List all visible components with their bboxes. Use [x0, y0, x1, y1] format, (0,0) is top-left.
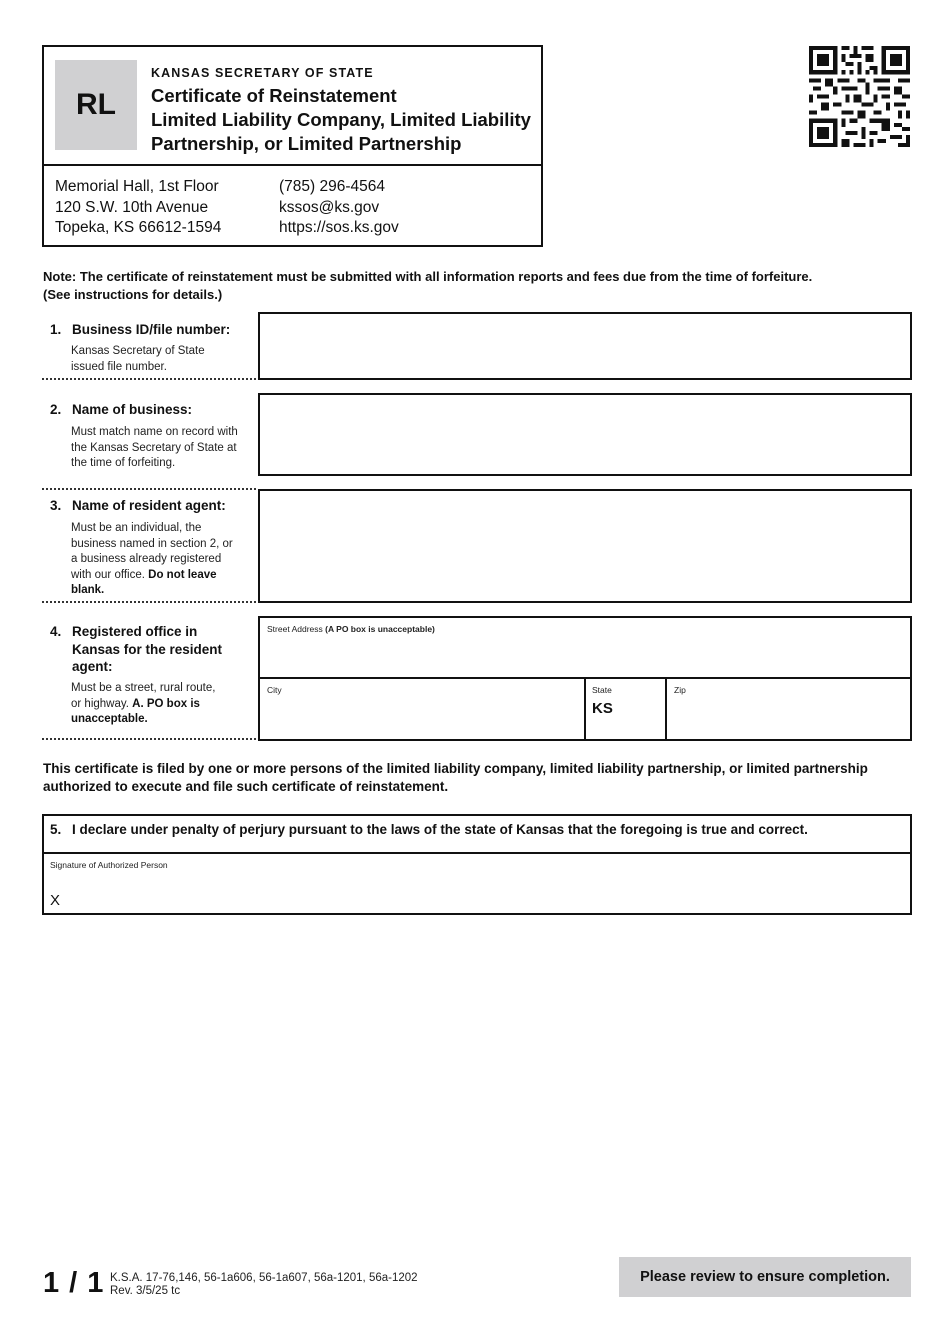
review-notice: Please review to ensure completion. [619, 1257, 911, 1297]
section-1-label [50, 321, 230, 339]
section-4-help-plain: or highway. [71, 697, 129, 710]
section-1-help [71, 344, 205, 375]
section-4-label [50, 623, 222, 676]
form-code-badge: RL [55, 60, 137, 150]
section-3-help-plain: with our office. [71, 568, 145, 581]
section-4-help [71, 681, 215, 728]
email-address[interactable]: kssos@ks.gov [279, 198, 380, 216]
section-3-help [71, 521, 233, 599]
street-address-label [267, 624, 435, 634]
section-4-title-1: Registered office in [72, 624, 198, 639]
section-4-help-bold-2: unacceptable. [71, 713, 148, 725]
declaration-divider [42, 852, 912, 854]
section-4-help-bold: A. PO box is [132, 697, 200, 710]
state-label: State [592, 685, 612, 695]
office-address [55, 177, 221, 239]
section-3-help-bold: Do not leave [148, 568, 217, 581]
section-2-help-line: Must match name on record with [71, 426, 238, 438]
city-state-divider [584, 677, 586, 739]
section-1-title: Business ID/file number: [72, 322, 231, 337]
title-line-3: Partnership, or Limited Partnership [151, 133, 462, 154]
section-5-number: 5. [50, 822, 62, 837]
revision-date: Rev. 3/5/25 tc [110, 1285, 181, 1297]
agency-name: KANSAS SECRETARY OF STATE [151, 66, 374, 80]
section-3-number: 3. [50, 498, 62, 513]
form-title [151, 84, 541, 156]
section-4-help-line [71, 697, 215, 713]
note-line-1: Note: The certificate of reinstatement must be submitted with all information reports and fees due from the time of forfeiture. [43, 269, 813, 284]
section-4-title-line: Kansas for the resident [72, 641, 223, 657]
signature-input[interactable] [66, 856, 910, 913]
city-label: City [267, 685, 282, 695]
section-3-title: Name of resident agent: [72, 498, 226, 513]
section-2-help-line: the Kansas Secretary of State at [71, 441, 237, 454]
section-3-help-line: a business already registered [71, 553, 222, 565]
section-1-divider [42, 378, 256, 380]
street-label-text: Street Address [267, 624, 323, 634]
state-value: KS [592, 700, 613, 717]
signature-mark: X [50, 892, 61, 909]
section-2-label [50, 401, 192, 419]
business-name-input[interactable] [258, 393, 912, 476]
zip-input[interactable] [667, 679, 910, 739]
zip-label: Zip [674, 685, 686, 695]
section-1-help-line: issued file number. [71, 360, 167, 373]
reinstatement-note [43, 268, 923, 303]
section-3-divider [42, 601, 256, 603]
section-3-help-bold-2: blank. [71, 584, 105, 596]
title-line-1: Certificate of Reinstatement [151, 85, 397, 106]
declaration-text: I declare under penalty of perjury pursuant to the laws of the state of Kansas that the foregoing is true and correct. [72, 822, 808, 837]
statute-reference [110, 1272, 418, 1298]
city-input[interactable] [260, 679, 584, 739]
section-2-help [71, 425, 238, 472]
section-5-label [50, 821, 808, 839]
office-contact [279, 177, 399, 239]
section-2-divider [42, 488, 256, 490]
address-line-2: 120 S.W. 10th Avenue [55, 198, 209, 216]
note-line-2: (See instructions for details.) [43, 286, 223, 302]
address-line-3: Topeka, KS 66612-1594 [55, 219, 222, 236]
section-2-help-line: the time of forfeiting. [71, 457, 176, 469]
page-number: 1 / 1 [43, 1267, 105, 1299]
resident-agent-input[interactable] [258, 489, 912, 603]
statement-line-2: authorized to execute and file such certificate of reinstatement. [43, 779, 449, 794]
statute-list: K.S.A. 17-76,146, 56-1a606, 56-1a607, 56a-1201, 56a-1202 [110, 1272, 418, 1284]
website-link[interactable]: https://sos.ks.gov [279, 219, 399, 236]
qr-code [809, 46, 910, 147]
section-3-help-line: Must be an individual, the [71, 522, 202, 534]
section-4-title-line: agent: [72, 659, 113, 674]
section-3-help-line [71, 568, 233, 584]
signature-label: Signature of Authorized Person [50, 860, 168, 870]
filing-statement [43, 760, 923, 796]
section-3-help-line [71, 583, 233, 599]
street-label-note: (A PO box is unacceptable) [325, 624, 435, 634]
section-4-number: 4. [50, 624, 62, 639]
section-4-help-line [71, 712, 215, 728]
section-4-title-line [50, 623, 222, 641]
statement-line-1: This certificate is filed by one or more persons of the limited liability company, limited liability partnership, or limited partnership [43, 761, 868, 776]
section-3-help-line: business named in section 2, or [71, 537, 233, 550]
section-1-help-line: Kansas Secretary of State [71, 345, 205, 357]
business-id-input[interactable] [258, 312, 912, 380]
section-4-divider [42, 738, 256, 740]
phone-number: (785) 296-4564 [279, 178, 385, 195]
address-line-1: Memorial Hall, 1st Floor [55, 178, 219, 195]
section-2-number: 2. [50, 402, 62, 417]
section-3-label [50, 497, 226, 515]
title-line-2: Limited Liability Company, Limited Liability [151, 109, 531, 130]
section-4-help-line: Must be a street, rural route, [71, 682, 216, 694]
section-2-title: Name of business: [72, 402, 193, 417]
section-1-number: 1. [50, 322, 62, 337]
